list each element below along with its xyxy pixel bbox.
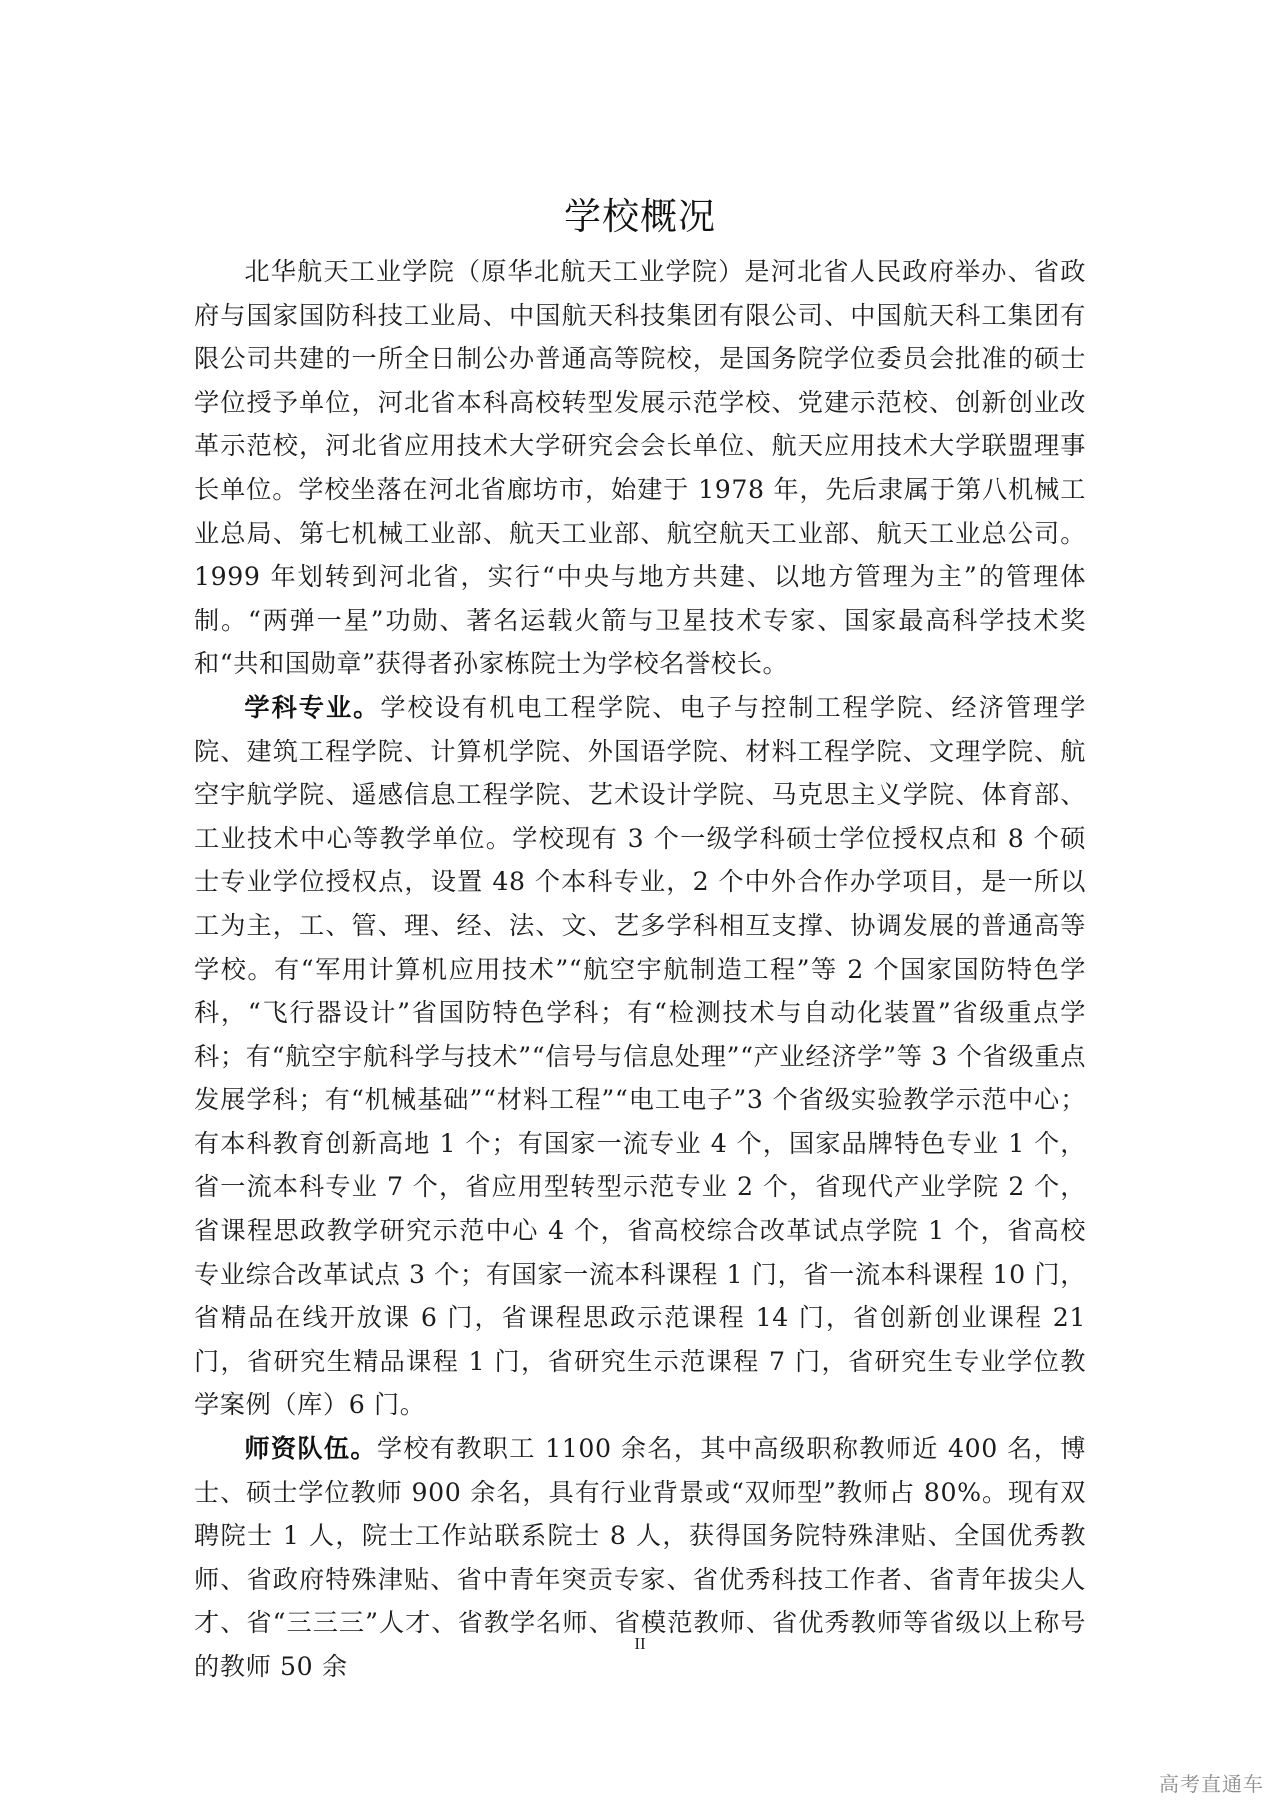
paragraph-text: 学校有教职工 1100 余名，其中高级职称教师近 400 名，博士、硕士学位教师 900 余名，具有行业背景或“双师型”教师占 80%。现有双聘院士 1 人，院士工作站联系院士 8 人，获得国务院特殊津贴、全国优秀教师、省政府特殊津贴、省中青年突贡专家、省优秀科技工作者、省青年拔尖人才、省“三三三”人才、省教学名师、省模范教师、省优秀教师等省级以上称号的教师 50 余 bbox=[194, 1434, 1087, 1681]
watermark: 高考直通车 bbox=[1159, 1772, 1264, 1796]
paragraph-disciplines bbox=[194, 686, 1086, 1427]
body-text bbox=[194, 250, 1086, 1689]
page-title: 学校概况 bbox=[564, 195, 716, 238]
paragraph-overview bbox=[194, 250, 1086, 686]
paragraph-lead: 学科专业。 bbox=[244, 691, 381, 722]
paragraph-text: 北华航天工业学院（原华北航天工业学院）是河北省人民政府举办、省政府与国家国防科技工业局、中国航天科技集团有限公司、中国航天科工集团有限公司共建的一所全日制公办普通高等院校，是国务院学位委员会批准的硕士学位授予单位，河北省本科高校转型发展示范学校、党建示范校、创新创业改革示范校，河北省应用技术大学研究会会长单位、航天应用技术大学联盟理事长单位。学校坐落在河北省廊坊市，始建于 1978 年，先后隶属于第八机械工业总局、第七机械工业部、航天工业部、航空航天工业部、航天工业总公司。1999 年划转到河北省，实行“中央与地方共建、以地方管理为主”的管理体制。“两弹一星”功勋、著名运载火箭与卫星技术专家、国家最高科学技术奖和“共和国勋章”获得者孙家栋院士为学校名誉校长。 bbox=[194, 257, 1086, 679]
page-number: II bbox=[634, 1634, 646, 1653]
paragraph-text: 学校设有机电工程学院、电子与控制工程学院、经济管理学院、建筑工程学院、计算机学院、外国语学院、材料工程学院、文理学院、航空宇航学院、遥感信息工程学院、艺术设计学院、马克思主义学院、体育部、工业技术中心等教学单位。学校现有 3 个一级学科硕士学位授权点和 8 个硕士专业学位授权点，设置 48 个本科专业，2 个中外合作办学项目，是一所以工为主，工、管、理、经、法、文、艺多学科相互支撑、协调发展的普通高等学校。有“军用计算机应用技术”“航空宇航制造工程”等 2 个国家国防特色学科，“飞行器设计”省国防特色学科；有“检测技术与自动化装置”省级重点学科；有“航空宇航科学与技术”“信号与信息处理”“产业经济学”等 3 个省级重点发展学科；有“机械基础”“材料工程”“电工电子”3 个省级实验教学示范中心；有本科教育创新高地 1 个；有国家一流专业 4 个，国家品牌特色专业 1 个，省一流本科专业 7 个，省应用型转型示范专业 2 个，省现代产业学院 2 个，省课程思政教学研究示范中心 4 个，省高校综合改革试点学院 1 个，省高校专业综合改革试点 3 个；有国家一流本科课程 1 门，省一流本科课程 10 门，省精品在线开放课 6 门，省课程思政示范课程 14 门，省创新创业课程 21 门，省研究生精品课程 1 门，省研究生示范课程 7 门，省研究生专业学位教学案例（库）6 门。 bbox=[194, 692, 1086, 1420]
paragraph-lead: 师资队伍。 bbox=[244, 1433, 377, 1464]
